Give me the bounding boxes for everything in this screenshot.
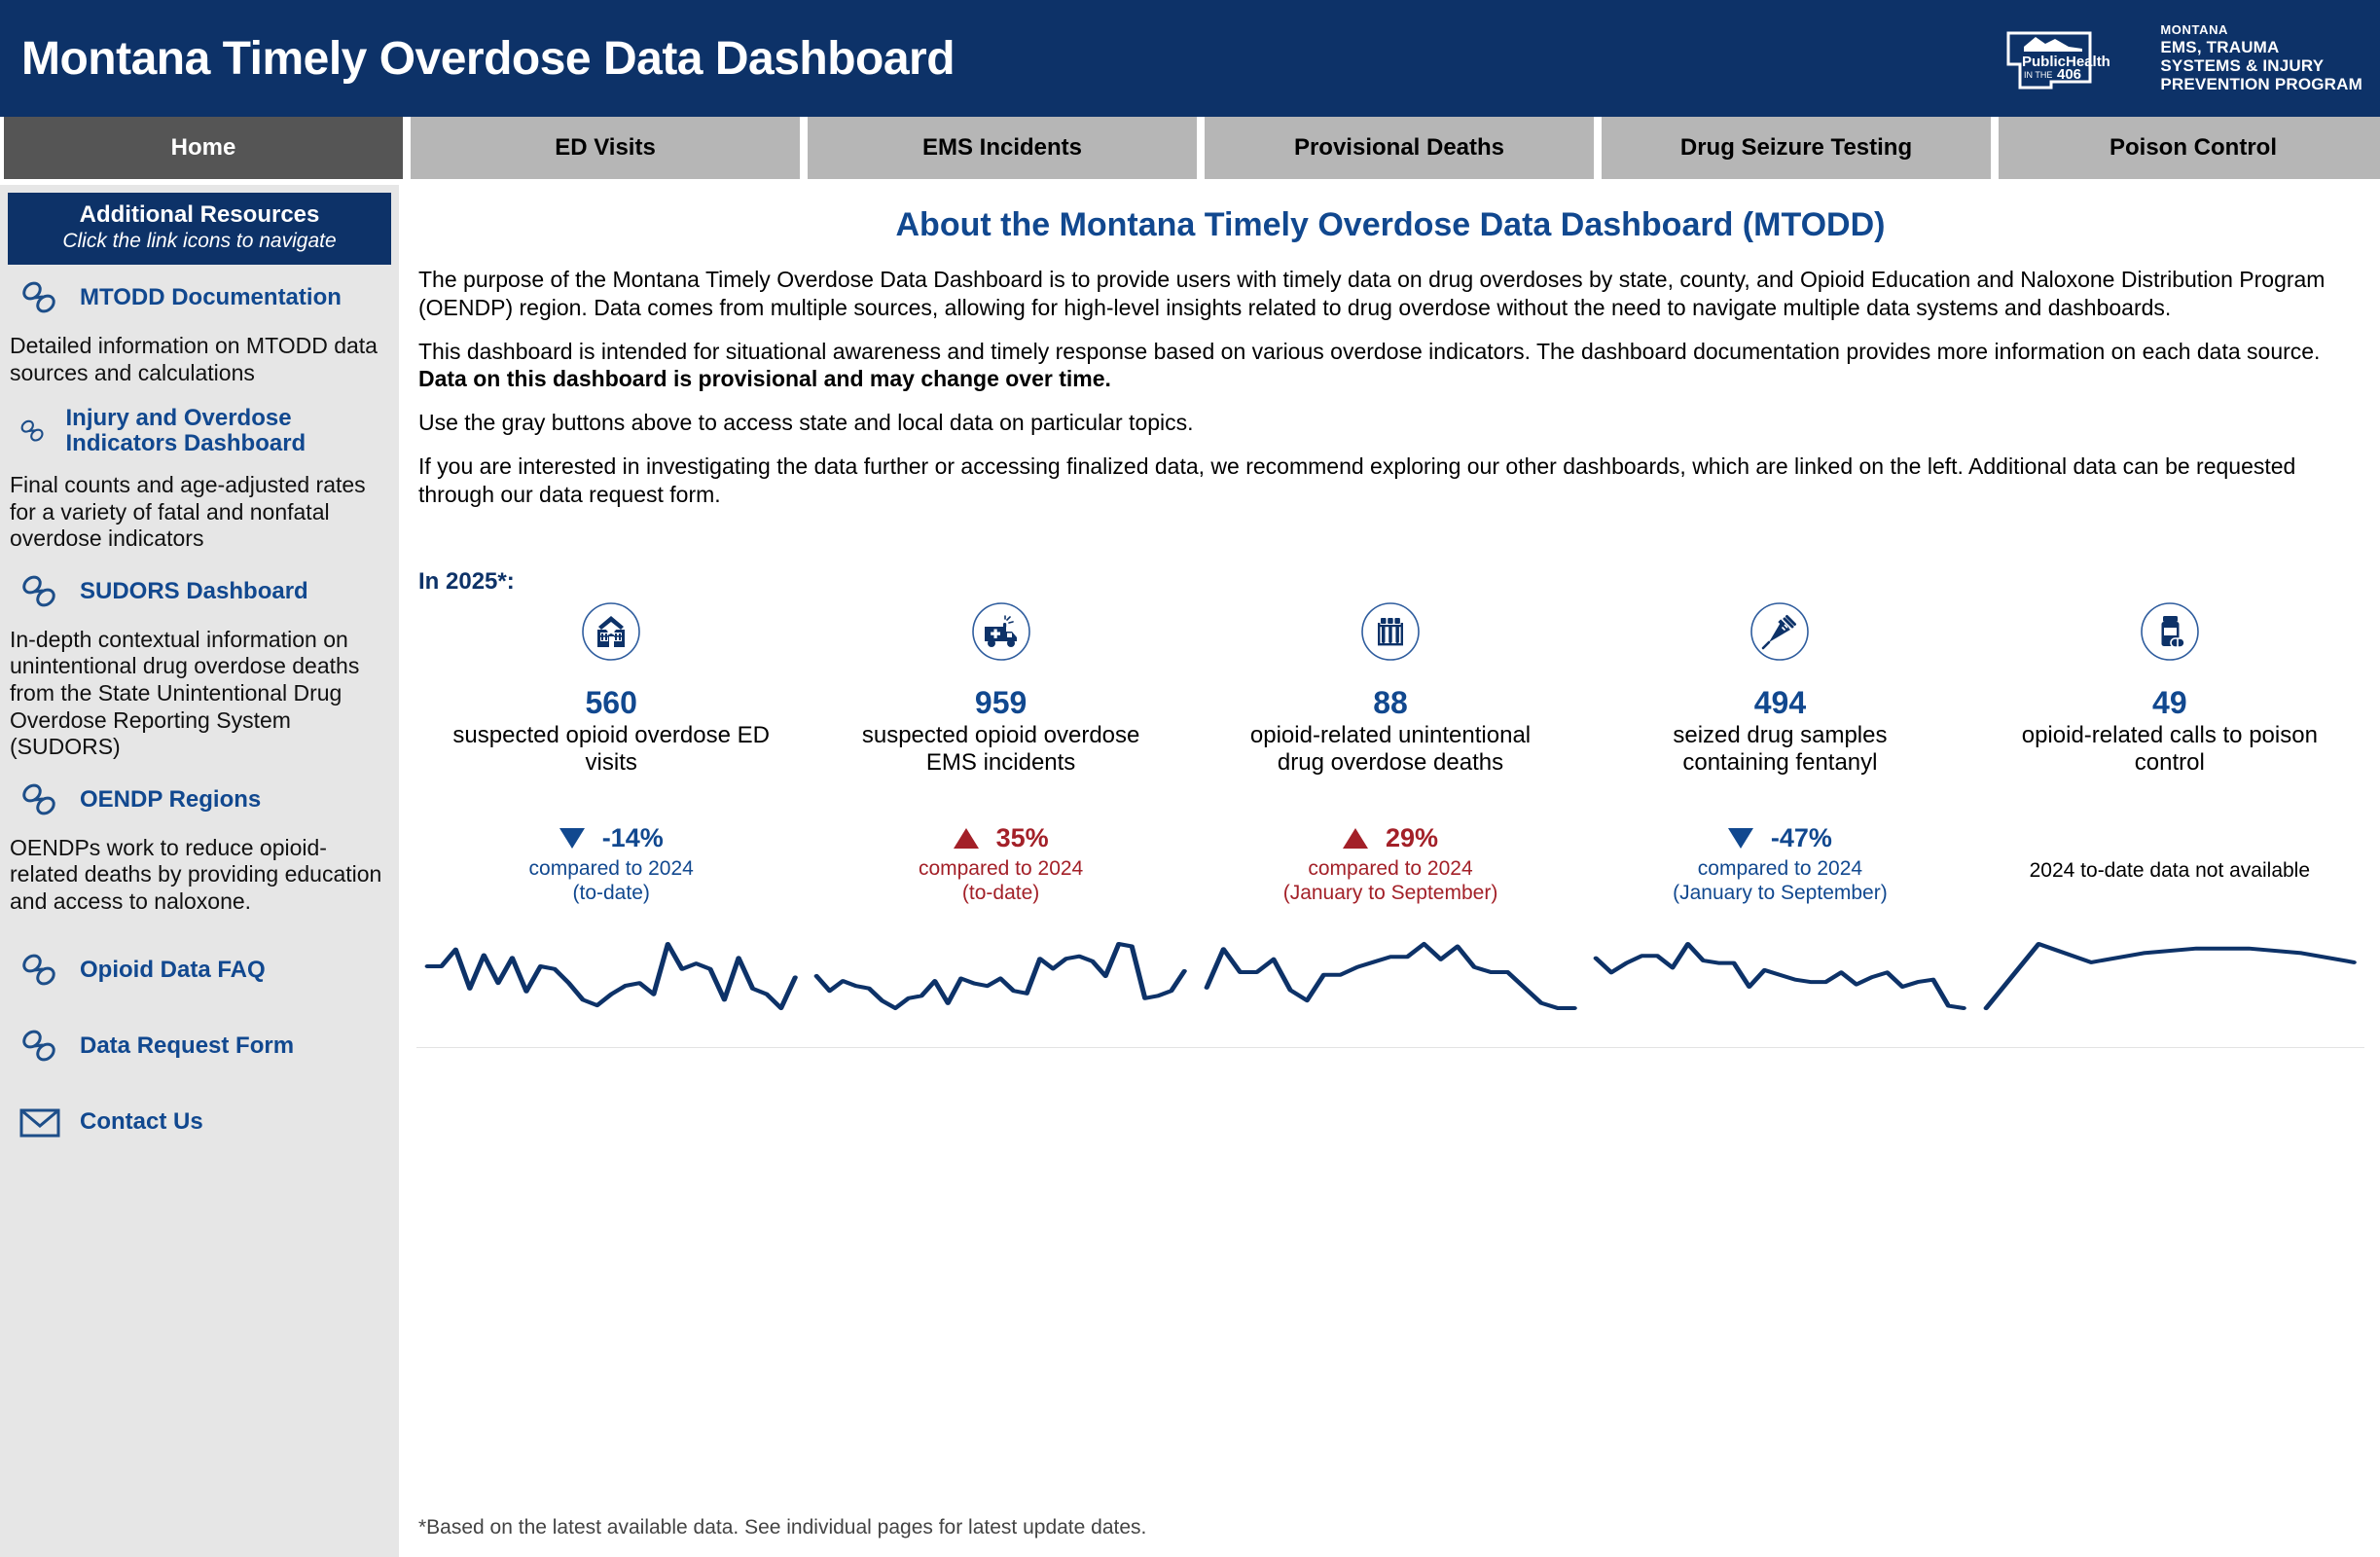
tab-home[interactable]: Home xyxy=(4,117,403,179)
agency-name-line2: EMS, TRAUMA xyxy=(2160,37,2280,56)
sparkline-chart xyxy=(1591,930,1968,1047)
arrow-up-icon xyxy=(954,828,979,849)
comparison-caption xyxy=(1283,857,1498,905)
page-title: Montana Timely Overdose Data Dashboard xyxy=(21,32,956,85)
sidebar-item-description: OENDPs work to reduce opioid-related deaths by providing education and access to naloxone. xyxy=(10,834,382,914)
sidebar-header xyxy=(8,193,391,265)
comparison-poison-control xyxy=(1975,821,2364,905)
sidebar-item-label: Data Request Form xyxy=(80,1032,295,1059)
comparison-caption-line2: (to-date) xyxy=(572,881,650,904)
sidebar-item-contact-us[interactable] xyxy=(0,1071,399,1147)
comparison-percent: -14% xyxy=(601,822,664,852)
syringe-icon xyxy=(1749,601,1810,662)
metric-label: seized drug samples containing fentanyl xyxy=(1673,721,1888,777)
svg-text:PublicHealth: PublicHealth xyxy=(2022,54,2111,70)
metric-value: 560 xyxy=(585,685,637,721)
agency-name-line3: SYSTEMS & INJURY xyxy=(2160,55,2325,75)
comparison-caption xyxy=(919,857,1083,905)
sidebar-item-oendp-regions[interactable] xyxy=(0,767,399,825)
sidebar-item-description: Final counts and age-adjusted rates for a variety of fatal and nonfatal overdose indicators xyxy=(10,472,366,552)
metric-ems-incidents xyxy=(806,601,1195,777)
sidebar-item-description: In-depth contextual information on unintentional drug overdose deaths from the State Unintentional Drug Overdose Reporting System (SUDORS) xyxy=(10,626,360,760)
agency-name-line1: MONTANA xyxy=(2160,22,2229,38)
metric-overdose-deaths xyxy=(1196,601,1585,777)
about-paragraph-2-text: This dashboard is intended for situational awareness and timely response based on various overdose indicators. The dashboard documentation provides more information on each data source. xyxy=(418,338,2321,364)
sparkline-chart xyxy=(1202,930,1579,1047)
arrow-down-icon xyxy=(559,828,585,849)
arrow-down-icon xyxy=(1728,828,1753,849)
metric-value: 494 xyxy=(1753,685,1807,721)
envelope-icon xyxy=(18,1103,62,1141)
sidebar-item-opioid-data-faq[interactable] xyxy=(0,922,399,996)
about-heading: About the Montana Timely Overdose Data Dashboard (MTODD) xyxy=(895,206,1886,243)
sidebar-item-label: Opioid Data FAQ xyxy=(80,956,266,983)
hospital-icon xyxy=(581,601,641,662)
tab-ed-visits[interactable]: ED Visits xyxy=(411,117,800,179)
sidebar-item-label: OENDP Regions xyxy=(80,785,262,813)
comparison-caption-line1: compared to 2024 xyxy=(1308,857,1473,881)
comparison-row xyxy=(416,821,2364,905)
comparison-seized-samples xyxy=(1585,821,1974,905)
tab-poison-control[interactable]: Poison Control xyxy=(1999,117,2380,179)
page-header xyxy=(0,0,2380,117)
comparison-caption-line2: (to-date) xyxy=(961,881,1040,904)
arrow-up-icon xyxy=(1343,828,1368,849)
metric-label: opioid-related unintentional drug overdose deaths xyxy=(1249,721,1532,777)
sparkline-seized-samples xyxy=(1585,930,1974,1048)
comparison-value-row xyxy=(559,821,664,854)
comparison-percent: 35% xyxy=(995,822,1049,852)
ambulance-icon xyxy=(971,601,1031,662)
metric-value: 88 xyxy=(1373,685,1408,721)
comparison-ed-visits xyxy=(416,821,806,905)
comparison-no-data-text: 2024 to-date data not available xyxy=(2029,859,2311,883)
comparison-value-row xyxy=(1343,821,1438,854)
main-navigation xyxy=(0,117,2380,185)
footnote: *Based on the latest available data. See individual pages for latest update dates. xyxy=(418,1516,1147,1539)
sparkline-poison-control xyxy=(1975,930,2364,1048)
sidebar-item-label: MTODD Documentation xyxy=(80,284,342,311)
main-content xyxy=(399,185,2380,1557)
in-year-label: In 2025*: xyxy=(418,568,515,596)
metric-label: suspected opioid overdose ED visits xyxy=(452,721,770,777)
comparison-value-row xyxy=(1728,821,1832,854)
metric-value: 49 xyxy=(2152,685,2187,721)
pill-bottle-icon xyxy=(2140,601,2200,662)
agency-name xyxy=(2160,23,2362,93)
sparkline-overdose-deaths xyxy=(1196,930,1585,1048)
comparison-caption-line2: (January to September) xyxy=(1282,881,1498,904)
sidebar-header-subtitle: Click the link icons to navigate xyxy=(62,230,337,252)
comparison-percent: -47% xyxy=(1770,822,1832,852)
tab-ems-incidents[interactable]: EMS Incidents xyxy=(808,117,1197,179)
public-health-406-badge-icon xyxy=(2001,19,2146,97)
sparkline-chart xyxy=(1981,930,2359,1047)
comparison-caption-line1: compared to 2024 xyxy=(918,857,1084,881)
tab-drug-seizure-testing[interactable]: Drug Seizure Testing xyxy=(1602,117,1991,179)
about-paragraph-1: The purpose of the Montana Timely Overdose Data Dashboard is to provide users with timely data on drug overdoses by state, county, and Opioid Education and Naloxone Distribution Program (OENDP) region. Data comes from multiple sources, allowing for high-level insights related to drug overdose without the need to navigate multiple data systems and dashboards. xyxy=(418,267,2326,320)
svg-text:IN THE: IN THE xyxy=(2024,70,2053,80)
sparkline-chart xyxy=(422,930,800,1047)
chain-link-icon xyxy=(18,412,49,451)
comparison-caption-line1: compared to 2024 xyxy=(528,857,694,881)
metric-label: suspected opioid overdose EMS incidents xyxy=(861,721,1140,777)
comparison-percent: 29% xyxy=(1385,822,1439,852)
test-tubes-icon xyxy=(1360,601,1421,662)
metric-value: 959 xyxy=(974,685,1028,721)
comparison-overdose-deaths xyxy=(1196,821,1585,905)
sidebar-item-mtodd-documentation[interactable] xyxy=(0,265,399,323)
sparkline-ed-visits xyxy=(416,930,806,1048)
about-paragraph-4: If you are interested in investigating the data further or accessing finalized data, we recommend exploring our other dashboards, which are linked on the left. Additional data can be requested through our data request form. xyxy=(418,453,2296,507)
comparison-caption-line2: (January to September) xyxy=(1673,881,1888,904)
agency-name-line4: PREVENTION PROGRAM xyxy=(2160,74,2362,93)
about-paragraph-3: Use the gray buttons above to access state and local data on particular topics. xyxy=(418,410,1194,435)
chain-link-icon xyxy=(18,951,62,990)
sidebar-item-label: Contact Us xyxy=(80,1107,203,1135)
sparkline-row xyxy=(416,930,2364,1048)
sidebar-item-label: SUDORS Dashboard xyxy=(80,577,308,604)
sidebar-item-injury-overdose-indicators-dashboard[interactable] xyxy=(0,392,399,462)
metric-ed-visits xyxy=(416,601,806,777)
sidebar-item-description: Detailed information on MTODD data sources and calculations xyxy=(10,333,378,385)
chain-link-icon xyxy=(18,780,62,819)
metric-seized-samples xyxy=(1585,601,1974,777)
comparison-caption xyxy=(529,857,694,905)
tab-provisional-deaths[interactable]: Provisional Deaths xyxy=(1205,117,1594,179)
chain-link-icon xyxy=(18,278,62,317)
sparkline-ems-incidents xyxy=(806,930,1195,1048)
comparison-ems-incidents xyxy=(806,821,1195,905)
chain-link-icon xyxy=(18,1027,62,1066)
metric-poison-control-calls xyxy=(1975,601,2364,777)
metrics-row xyxy=(416,601,2364,777)
sidebar-item-label: Injury and Overdose Indicators Dashboard xyxy=(65,405,307,457)
metric-label: opioid-related calls to poison control xyxy=(2021,721,2318,777)
sparkline-chart xyxy=(811,930,1189,1047)
chain-link-icon xyxy=(18,572,62,611)
sidebar-item-sudors-dashboard[interactable] xyxy=(0,559,399,617)
comparison-value-row xyxy=(954,821,1049,854)
about-paragraph-2-emphasis: Data on this dashboard is provisional and may change over time. xyxy=(418,366,1111,392)
sidebar-item-data-request-form[interactable] xyxy=(0,996,399,1071)
svg-text:406: 406 xyxy=(2057,66,2082,83)
about-paragraph-2 xyxy=(416,338,2364,394)
sidebar xyxy=(0,185,399,1557)
sidebar-header-title: Additional Resources xyxy=(79,201,320,228)
comparison-caption-line1: compared to 2024 xyxy=(1697,857,1863,881)
agency-logo xyxy=(2001,19,2362,97)
comparison-caption xyxy=(1673,857,1888,905)
